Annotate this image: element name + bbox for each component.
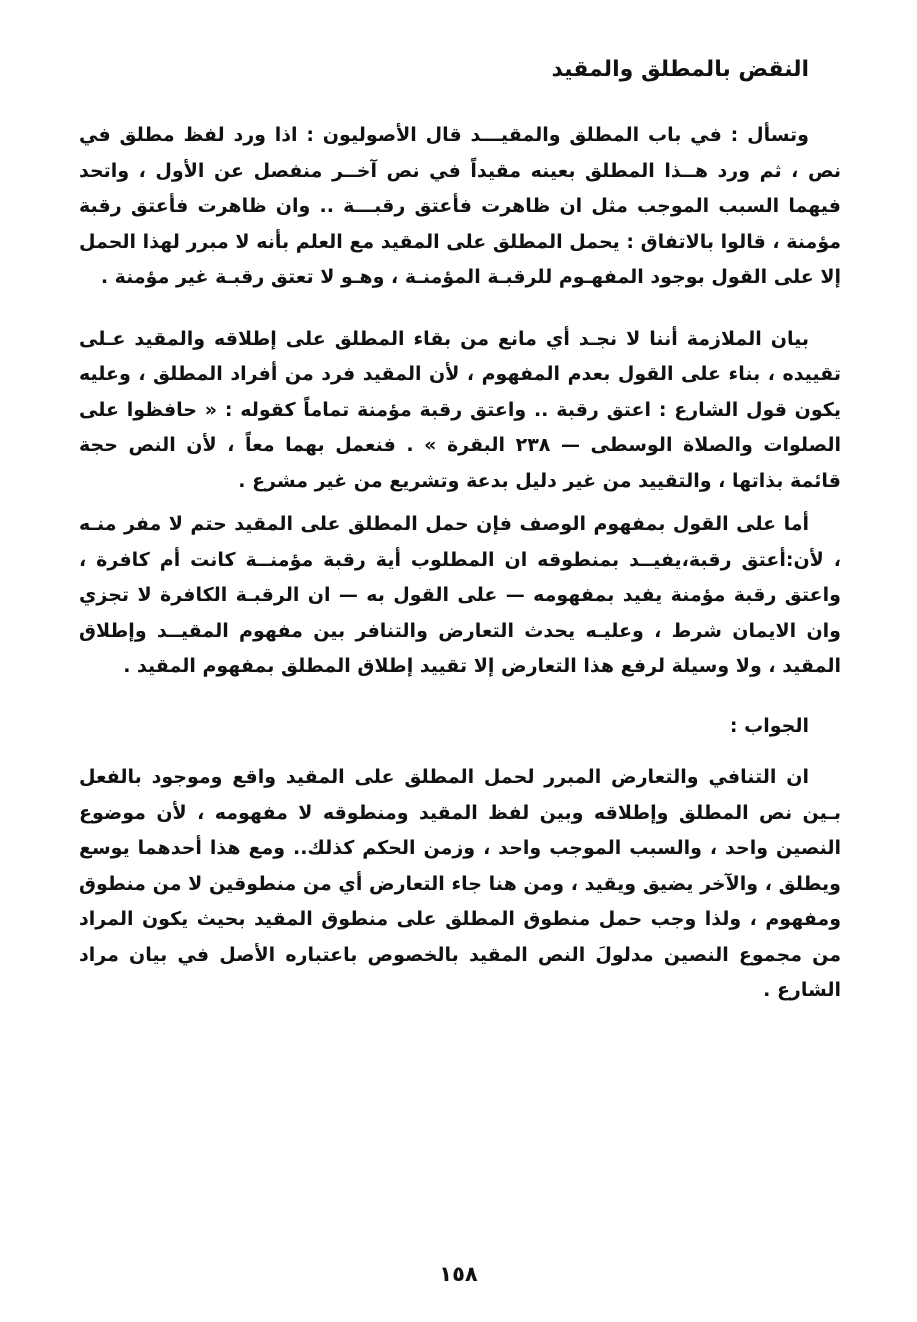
paragraph-question: وتسأل : في باب المطلق والمقيـــد قال الأصوليون : اذا ورد لفظ مطلق في نص ، ثم ورد هــذا المطلق بعينه مقيداً في نص آخــر منفصل عن الأول ، واتحد فيهما السبب الموجب مثل ان ظاهرت فأعتق رقبـــة .. وان ظاهرت فأعتق رقبة مؤمنة ، قالوا بالاتفاق : يحمل المطلق على المقيد مع العلم بأنه لا مبرر لهذا الحمل إلا على القول بوجود المفهـوم للرقبـة المؤمنـة ، وهـو لا تعتق رقبـة غير مؤمنة . [79, 124, 841, 288]
page-body [79, 118, 841, 1009]
page-number: ١٥٨ [439, 1262, 478, 1286]
running-header: النقض بالمطلق والمقيد [551, 57, 809, 82]
answer-heading: الجواب : [729, 714, 809, 737]
paragraph-description-concept: أما على القول بمفهوم الوصف فإن حمل المطلق على المقيد حتم لا مفر منـه ، لأن:أعتق رقبة،يفيــد بمنطوقه ان المطلوب أية رقبة مؤمنــة كانت أم كافرة ، واعتق رقبة مؤمنة يفيد بمفهومه — على القول به — ان الرقبـة الكافرة لا تجزي وان الايمان شرط ، وعليـه يحدث التعارض والتنافر بين مفهوم المقيــد وإطلاق المقيد ، ولا وسيلة لرفع هذا التعارض إلا تقييد إطلاق المطلق بمفهوم المقيد . [79, 513, 841, 677]
paragraph-correlation: بيان الملازمة أننا لا نجـد أي مانع من بقاء المطلق على إطلاقه والمقيد عـلى تقييده ، بناء على القول بعدم المفهوم ، لأن المقيد فرد من أفراد المطلق ، وعليه يكون قول الشارع : اعتق رقبة .. واعتق رقبة مؤمنة تماماً كقوله : « حافظوا على الصلوات والصلاة الوسطى — ٢٣٨ البقرة » . فنعمل بهما معاً ، لأن النص حجة قائمة بذاتها ، والتقييد من غير دليل بدعة وتشريع من غير مشرع . [79, 327, 841, 492]
paragraph-answer: ان التنافي والتعارض المبرر لحمل المطلق على المقيد واقع وموجود بالفعل بـين نص المطلق وإطلاقه وبين لفظ المقيد ومنطوقه لا مفهومه ، لأن موضوع النصين واحد ، والسبب الموجب واحد ، وزمن الحكم كذلك.. ومع هذا أحدهما يوسع ويطلق ، والآخر يضيق ويقيد ، ومن هنا جاء التعارض أي من منطوقين لا من منطوق ومفهوم ، ولذا وجب حمل منطوق المطلق على منطوق المقيد بحيث يكون المراد من مجموع النصين مدلولَ النص المقيد بالخصوص باعتباره الأصل في بيان مراد الشارع . [79, 766, 841, 1001]
